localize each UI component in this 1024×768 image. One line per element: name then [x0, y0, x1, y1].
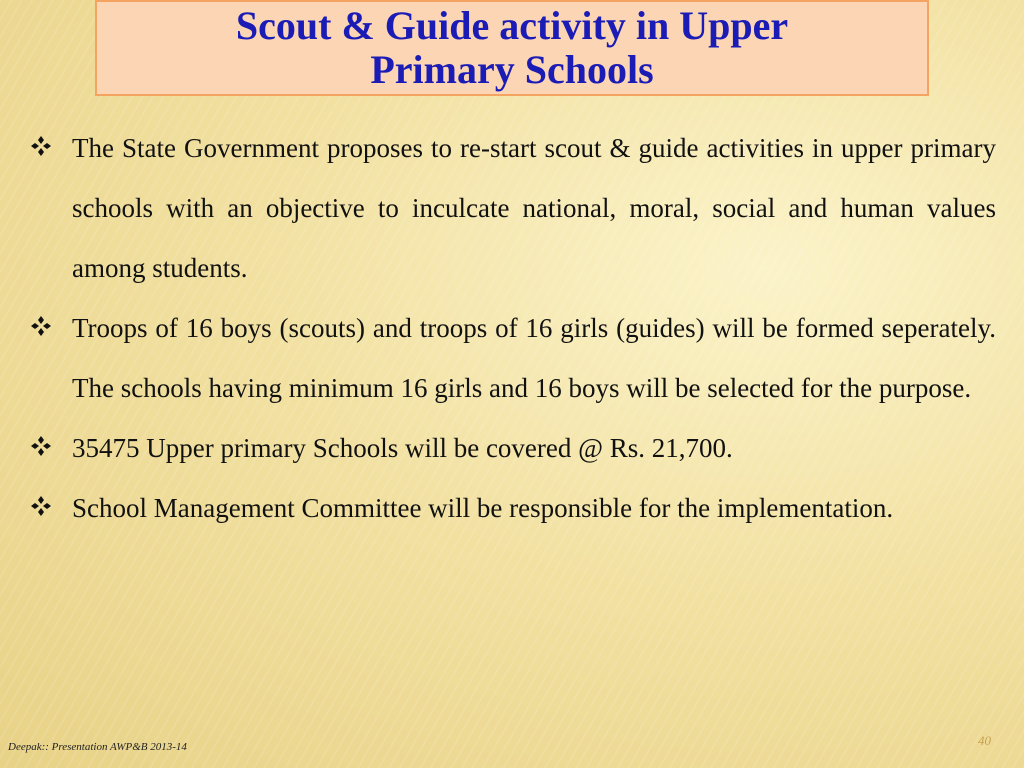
slide-title-line-2: Primary Schools: [370, 47, 654, 92]
bullet-item: [30, 118, 996, 298]
bullet-list: [30, 118, 996, 538]
diamond-bullet-icon: [30, 495, 52, 517]
bullet-item: [30, 418, 996, 478]
bullet-text: The State Government proposes to re-start scout & guide activities in upper primary schools with an objective to inculcate national, moral, social and human values among students.: [72, 133, 996, 283]
slide-title: [236, 4, 788, 92]
slide-title-line-1: Scout & Guide activity in Upper: [235, 3, 789, 48]
footer-credit: Deepak:: Presentation AWP&B 2013-14: [8, 741, 187, 753]
diamond-bullet-icon: [30, 435, 52, 457]
page-number: 40: [978, 733, 991, 748]
diamond-bullet-icon: [30, 315, 52, 337]
title-box: [95, 0, 929, 96]
bullet-text: Troops of 16 boys (scouts) and troops of 16 girls (guides) will be formed seperately. The schools having minimum 16 girls and 16 boys will be selected for the purpose.: [72, 313, 996, 403]
diamond-bullet-icon: [30, 135, 52, 157]
bullet-text: School Management Committee will be responsible for the implementation.: [72, 493, 894, 523]
bullet-text: 35475 Upper primary Schools will be covered @ Rs. 21,700.: [72, 433, 733, 463]
bullet-item: [30, 298, 996, 418]
bullet-item: [30, 478, 996, 538]
